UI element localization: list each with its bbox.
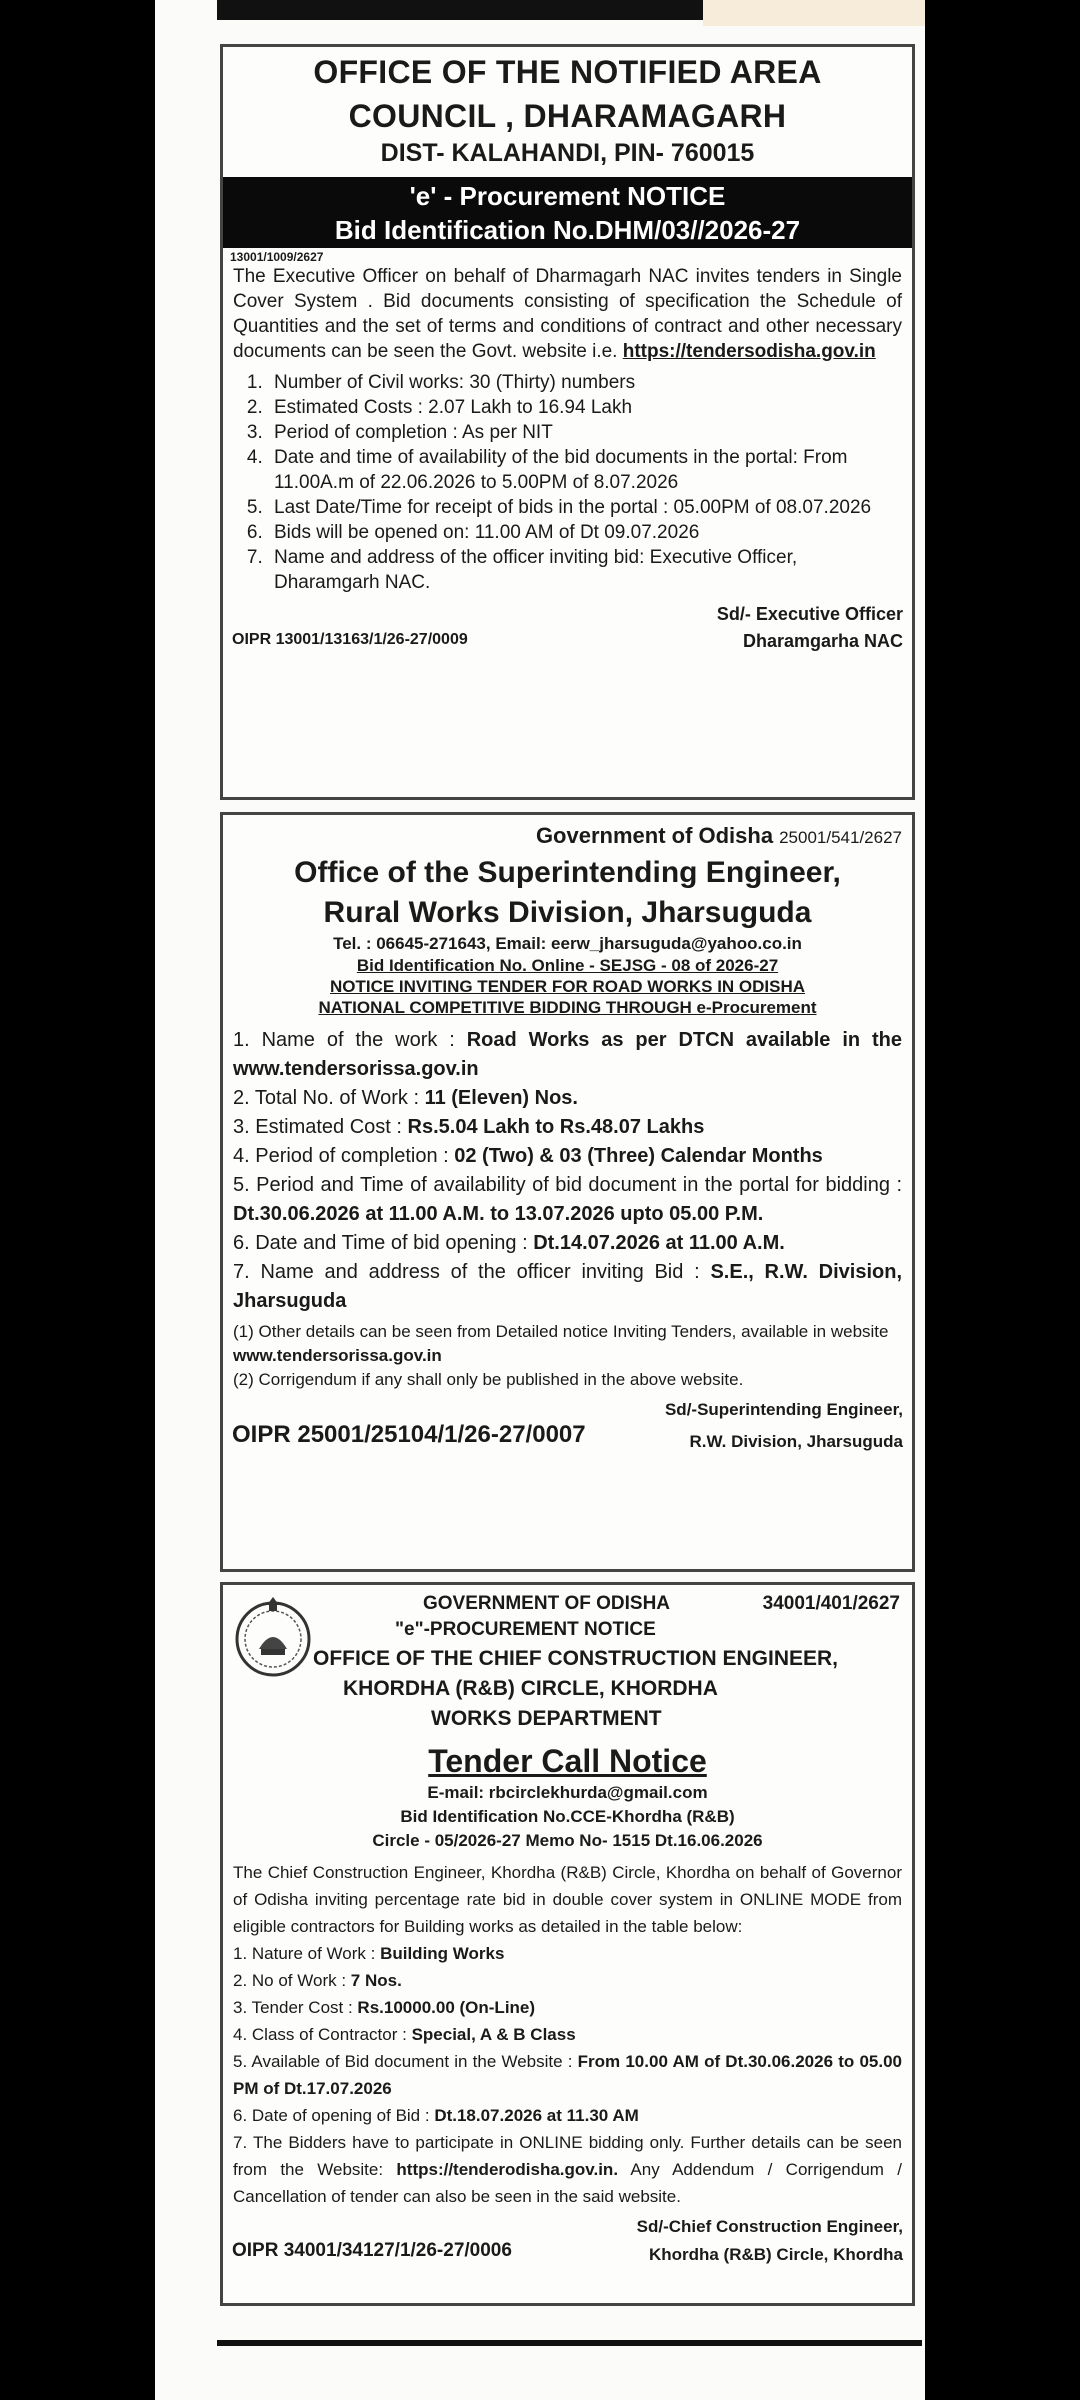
bid-identification: Bid Identification No.CCE-Khordha (R&B) bbox=[400, 1807, 735, 1826]
notice-body-text: The Chief Construction Engineer, Khordha (R&B) Circle, Khordha on behalf of Governor of Odisha inviting percentage rate bid in double cover system in ONLINE MODE from eligible contractors for Building works as detailed in the table below: bbox=[233, 1863, 902, 1936]
item-label: 1. Nature of Work : bbox=[233, 1944, 381, 1963]
oipr-number: OIPR 25001/25104/1/26-27/0007 bbox=[232, 1421, 586, 1448]
list-item bbox=[233, 2048, 902, 2102]
notice-items bbox=[223, 1018, 912, 1316]
notice-chief-construction-khordha bbox=[220, 1582, 915, 2306]
oipr-number: OIPR 34001/34127/1/26-27/0006 bbox=[232, 2240, 512, 2261]
item-label: 2. Total No. of Work : bbox=[233, 1087, 425, 1109]
notice-heading-band bbox=[223, 177, 912, 248]
item-value: 7 Nos. bbox=[350, 1971, 402, 1990]
odisha-emblem-icon bbox=[231, 1595, 315, 1679]
circle-memo: Circle - 05/2026-27 Memo No- 1515 Dt.16.06.2026 bbox=[372, 1831, 763, 1850]
government-header bbox=[223, 815, 912, 849]
notice-header bbox=[223, 1585, 912, 1735]
list-item: 3. Period of completion : As per NIT bbox=[268, 420, 902, 445]
bid-identification: Bid Identification No.DHM/03//2026-27 bbox=[334, 215, 801, 245]
notice-dharamagarh-nac bbox=[220, 44, 915, 800]
item-value: S.E., R.W. Division, Jharsuguda bbox=[233, 1261, 902, 1312]
reference-number: 13001/1009/2627 bbox=[230, 250, 324, 264]
notice-notes bbox=[223, 1316, 912, 1392]
item-value: Dt.18.07.2026 at 11.30 AM bbox=[434, 2106, 639, 2125]
notice-district: DIST- KALAHANDI, PIN- 760015 bbox=[380, 139, 755, 167]
item-label: 7. Name and address of the officer inviting Bid : bbox=[233, 1261, 711, 1283]
footer-row bbox=[223, 2240, 912, 2268]
department-label: WORKS DEPARTMENT bbox=[431, 1707, 662, 1730]
item-value: Special, A & B Class bbox=[411, 2025, 576, 2044]
notice-body bbox=[223, 1853, 912, 2210]
oipr-number: OIPR 13001/13163/1/26-27/0009 bbox=[232, 631, 468, 648]
note-item bbox=[233, 1320, 902, 1368]
note-text: (1) Other details can be seen from Detailed notice Inviting Tenders, available in website bbox=[233, 1322, 889, 1341]
newspaper-page bbox=[155, 0, 925, 2400]
nit-heading-line2: NATIONAL COMPETITIVE BIDDING THROUGH e-Procurement bbox=[318, 998, 817, 1017]
item-label: 1. Name of the work : bbox=[233, 1029, 467, 1051]
list-item: 4. Date and time of availability of the bid documents in the portal: From 11.00A.m of 22.06.2026 to 5.00PM of 8.07.2026 bbox=[268, 445, 902, 495]
list-item bbox=[233, 1258, 902, 1316]
signature-block bbox=[223, 2210, 912, 2240]
website-link[interactable]: www.tendersorissa.gov.in bbox=[233, 1346, 442, 1365]
list-item bbox=[233, 1084, 902, 1113]
footer-row bbox=[223, 1421, 912, 1453]
list-item bbox=[233, 2102, 902, 2129]
reference-number: 25001/541/2627 bbox=[779, 828, 902, 847]
signature-office: Khordha (R&B) Circle, Khordha bbox=[648, 2245, 903, 2264]
item-value: From 10.00 AM of Dt.30.06.2026 to 05.00 PM of Dt.17.07.2026 bbox=[233, 2052, 902, 2098]
list-item bbox=[233, 1967, 902, 1994]
notice-body bbox=[223, 264, 912, 364]
item-label: 6. Date and Time of bid opening : bbox=[233, 1232, 534, 1254]
website-link[interactable]: https://tenderodisha.gov.in. bbox=[396, 2160, 619, 2179]
tender-call-title: Tender Call Notice bbox=[428, 1743, 707, 1779]
signature-line: Sd/-Chief Construction Engineer, bbox=[636, 2217, 903, 2236]
cropped-header-strip bbox=[217, 0, 787, 20]
list-item: 6. Bids will be opened on: 11.00 AM of Dt 09.07.2026 bbox=[268, 520, 902, 545]
item-label: 3. Estimated Cost : bbox=[233, 1116, 408, 1138]
list-item bbox=[233, 1229, 902, 1258]
tender-website-link[interactable]: https://tendersodisha.gov.in bbox=[622, 341, 876, 362]
item-text: Any Addendum / Corrigendum / Cancellation of tender can also be seen in the said website. bbox=[233, 2160, 902, 2206]
notice-title-line2: COUNCIL , DHARAMAGARH bbox=[348, 98, 787, 134]
notice-body-text: The Executive Officer on behalf of Dharmagarh NAC invites tenders in Single Cover System . Bid documents consisting of specification the Schedule of Quantities and the set of terms and conditions of contract and other necessary documents can be seen the Govt. website i.e. bbox=[233, 266, 902, 362]
list-item bbox=[233, 1994, 902, 2021]
item-label: 6. Date of opening of Bid : bbox=[233, 2106, 435, 2125]
notice-items bbox=[223, 370, 912, 595]
list-item bbox=[233, 1113, 902, 1142]
list-item bbox=[233, 1171, 902, 1229]
item-label: 4. Class of Contractor : bbox=[233, 2025, 412, 2044]
list-item: 5. Last Date/Time for receipt of bids in the portal : 05.00PM of 08.07.2026 bbox=[268, 495, 902, 520]
item-label: 5. Period and Time of availability of bid document in the portal for bidding : bbox=[233, 1174, 902, 1196]
signature-line: Sd/- Executive Officer bbox=[716, 604, 903, 624]
notice-title: Office of the Superintending Engineer, bbox=[294, 856, 841, 889]
item-label: 3. Tender Cost : bbox=[233, 1998, 358, 2017]
signature-office: R.W. Division, Jharsuguda bbox=[689, 1432, 903, 1451]
footer-row bbox=[223, 628, 912, 655]
item-value: Rs.10000.00 (On-Line) bbox=[357, 1998, 536, 2017]
email-line: E-mail: rbcirclekhurda@gmail.com bbox=[427, 1783, 708, 1802]
list-item: 1. Number of Civil works: 30 (Thirty) numbers bbox=[268, 370, 902, 395]
note-item: (2) Corrigendum if any shall only be published in the above website. bbox=[233, 1370, 744, 1389]
item-value: Rs.5.04 Lakh to Rs.48.07 Lakhs bbox=[407, 1116, 705, 1138]
reference-number: 34001/401/2627 bbox=[762, 1593, 900, 1614]
item-label: 4. Period of completion : bbox=[233, 1145, 455, 1167]
signature-block bbox=[223, 595, 912, 628]
government-label: GOVERNMENT OF ODISHA bbox=[423, 1593, 671, 1614]
cropped-header-tint bbox=[703, 0, 925, 26]
item-value: Dt.14.07.2026 at 11.00 A.M. bbox=[533, 1232, 785, 1254]
government-label: Government of Odisha bbox=[535, 823, 774, 848]
list-item: 7. Name and address of the officer inviting bid: Executive Officer, Dharamgarh NAC. bbox=[268, 545, 902, 595]
item-value: Dt.30.06.2026 at 11.00 A.M. to 13.07.2026 upto 05.00 P.M. bbox=[233, 1203, 764, 1225]
item-value: Road Works as per DTCN available in the www.tendersorissa.gov.in bbox=[233, 1029, 902, 1080]
notice-title-line2: Rural Works Division, Jharsuguda bbox=[323, 896, 812, 929]
list-item bbox=[233, 1026, 902, 1084]
notice-rural-works-jharsuguda bbox=[220, 812, 915, 1572]
item-label: 2. No of Work : bbox=[233, 1971, 351, 1990]
signature-office: Dharamgarha NAC bbox=[742, 631, 903, 651]
procurement-label: 'e' - Procurement NOTICE bbox=[409, 181, 726, 211]
item-value: 11 (Eleven) Nos. bbox=[424, 1087, 578, 1109]
notice-title: OFFICE OF THE NOTIFIED AREA bbox=[313, 54, 822, 90]
page-bottom-rule bbox=[217, 2340, 922, 2346]
item-value: 02 (Two) & 03 (Three) Calendar Months bbox=[454, 1145, 823, 1167]
bid-identification: Bid Identification No. Online - SEJSG - 08 of 2026-27 bbox=[356, 956, 779, 975]
item-value: Building Works bbox=[380, 1944, 505, 1963]
office-title: OFFICE OF THE CHIEF CONSTRUCTION ENGINEER, bbox=[313, 1647, 839, 1670]
list-item bbox=[233, 2021, 902, 2048]
contact-line: Tel. : 06645-271643, Email: eerw_jharsuguda@yahoo.co.in bbox=[333, 934, 802, 953]
item-text: 7. The Bidders have to participate in ONLINE bidding only. Further details can be seen from the Website: bbox=[233, 2133, 902, 2179]
list-item bbox=[233, 2129, 902, 2210]
office-title-line2: KHORDHA (R&B) CIRCLE, KHORDHA bbox=[343, 1677, 718, 1700]
signature-line: Sd/-Superintending Engineer, bbox=[664, 1400, 903, 1419]
procurement-label: "e"-PROCUREMENT NOTICE bbox=[395, 1619, 656, 1640]
nit-heading: NOTICE INVITING TENDER FOR ROAD WORKS IN ODISHA bbox=[329, 977, 806, 996]
signature-block bbox=[223, 1392, 912, 1421]
list-item: 2. Estimated Costs : 2.07 Lakh to 16.94 Lakh bbox=[268, 395, 902, 420]
item-label: 5. Available of Bid document in the Website : bbox=[233, 2052, 578, 2071]
list-item bbox=[233, 1142, 902, 1171]
list-item bbox=[233, 1940, 902, 1967]
